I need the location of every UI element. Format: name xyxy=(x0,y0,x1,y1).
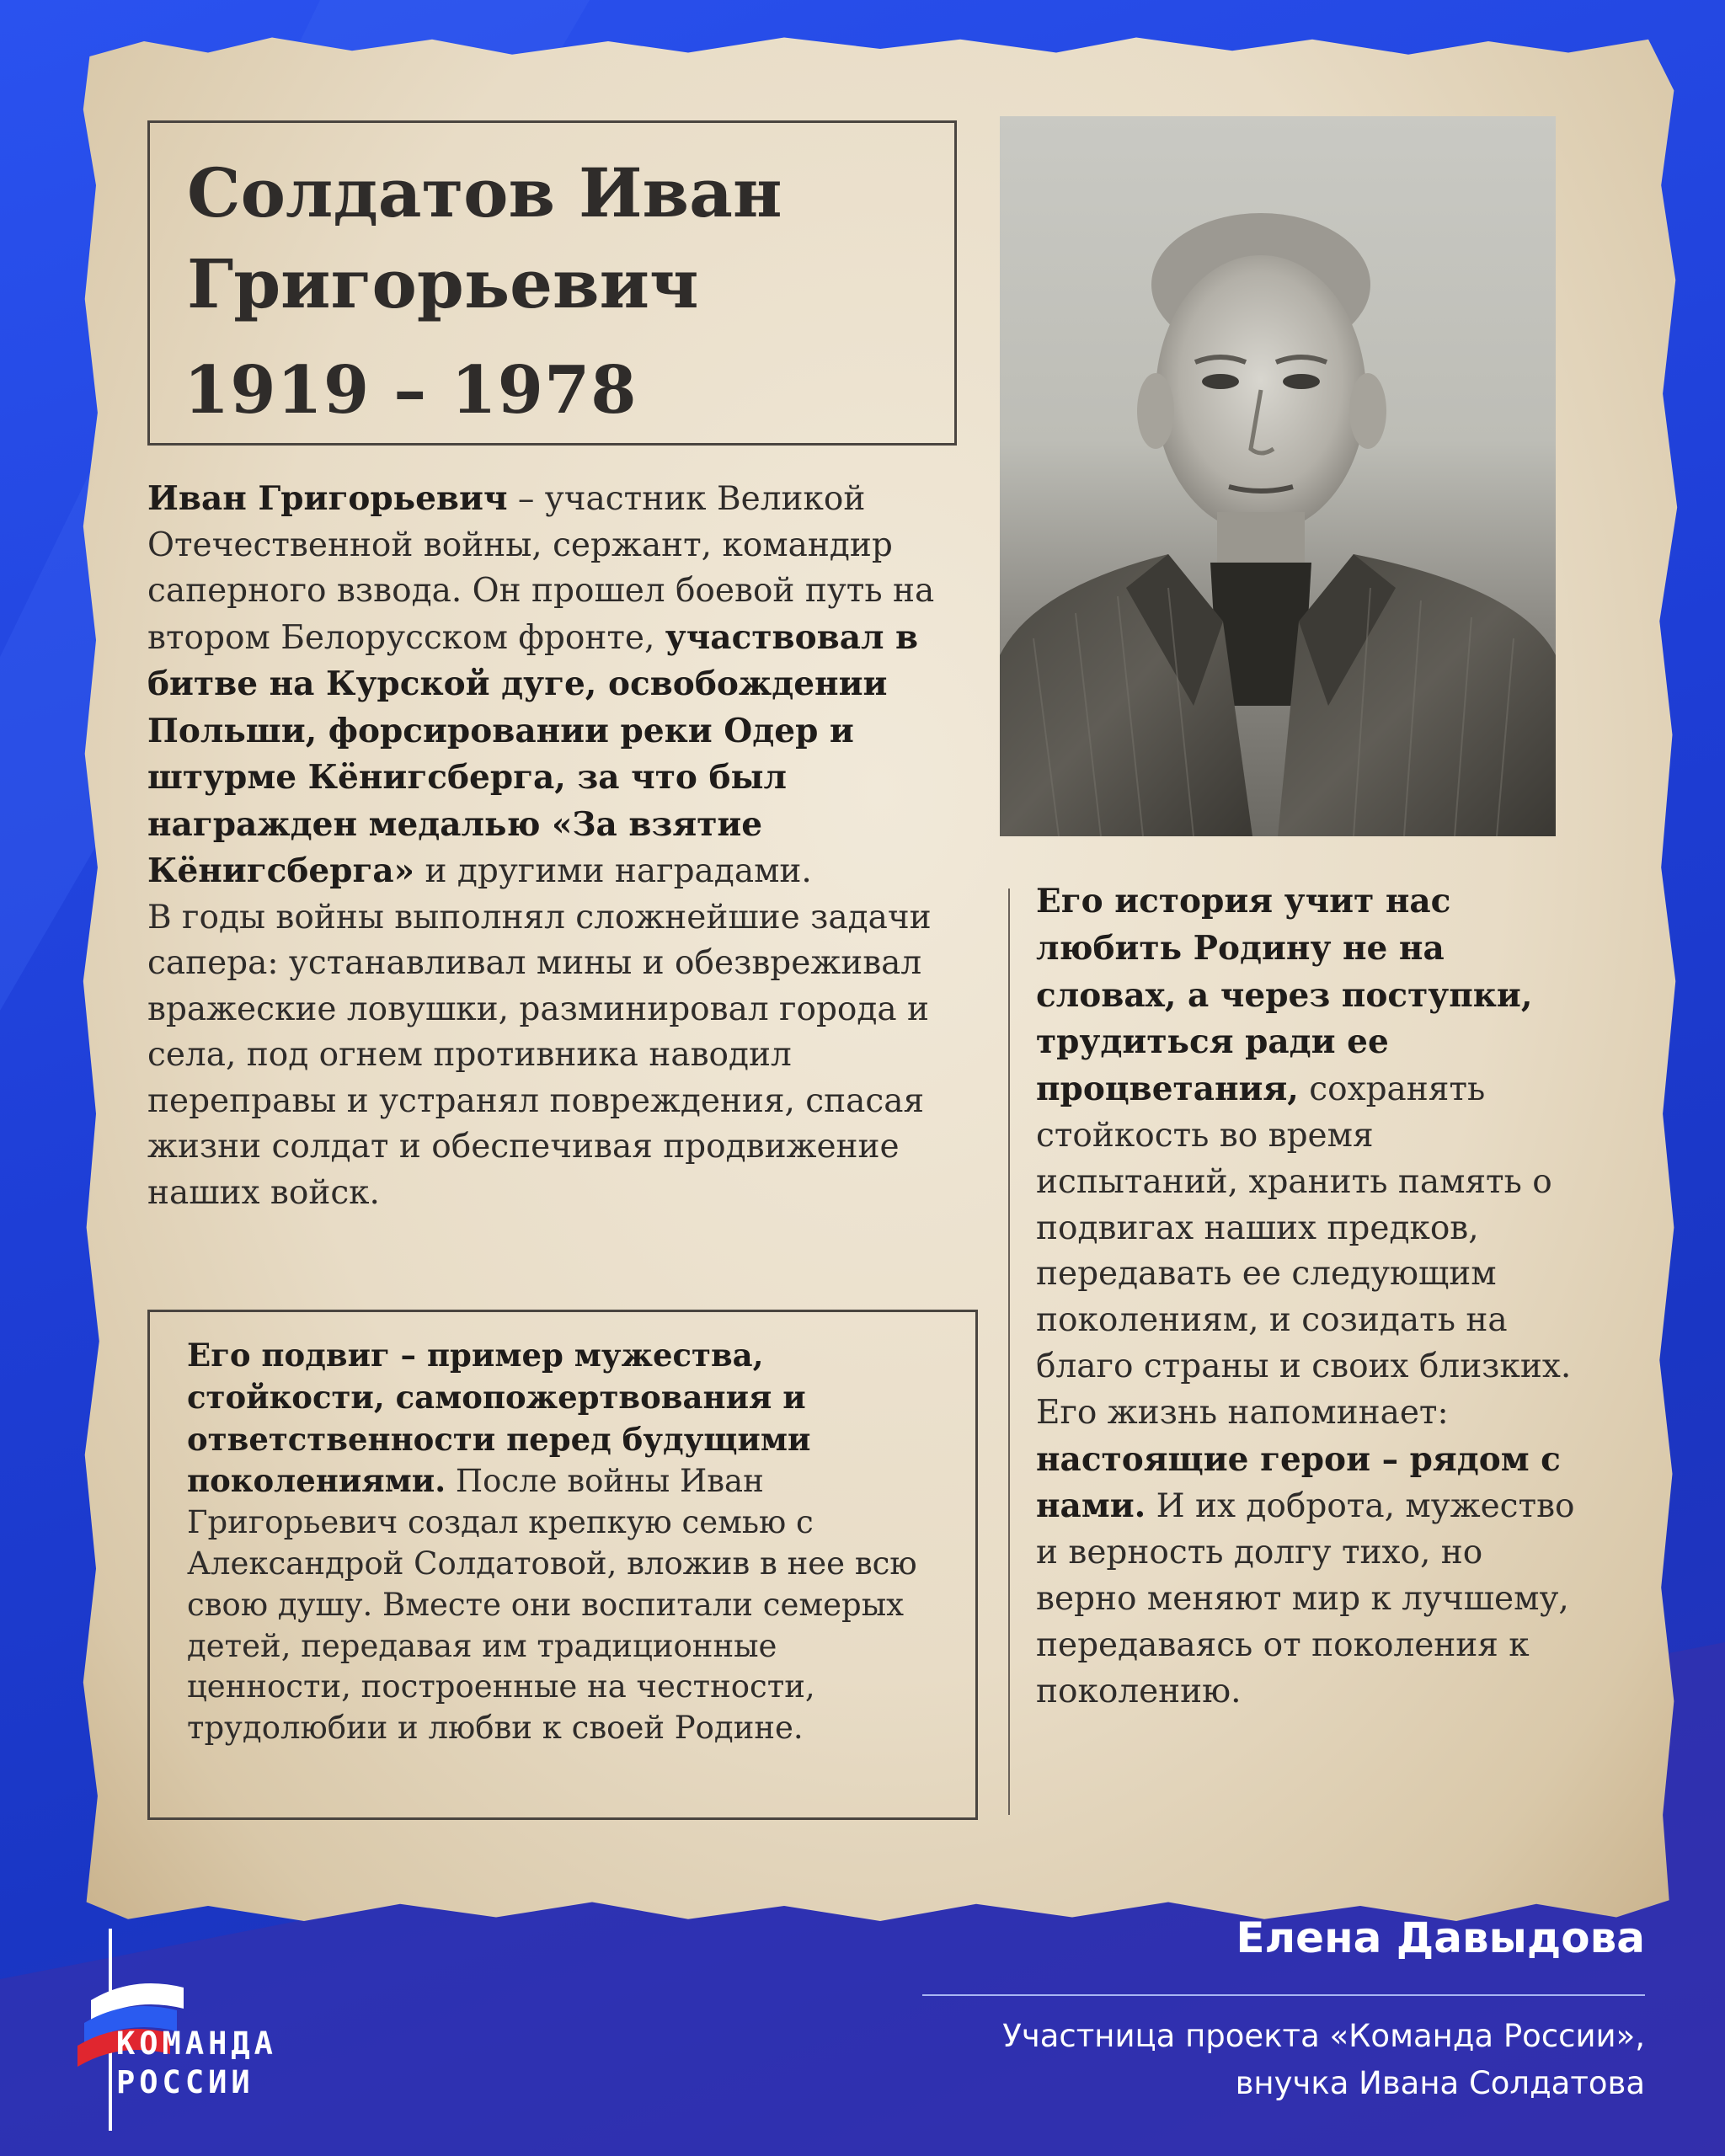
family-text xyxy=(187,1335,945,1749)
logo-wordmark xyxy=(116,2025,277,2102)
column-divider xyxy=(1008,889,1010,1815)
life-years: 1919 – 1978 xyxy=(184,352,638,429)
legacy-text xyxy=(1036,878,1575,1715)
heroes-statement: настоящие герои – рядом с нами. xyxy=(1036,1439,1561,1526)
caption-line-1: Участница проекта «Команда России», xyxy=(1002,2018,1645,2054)
intro-text: – участник Великой Отечественной войны, сержант, командир саперного взвода. Он прошел боевой путь на втором Белорусском фронте, xyxy=(147,480,935,657)
closing-text: И их доброта, мужество и верность долгу тихо, но верно меняют мир к лучшему, передаваясь от поколения к поколению. xyxy=(1036,1487,1575,1710)
author-caption xyxy=(887,2013,1645,2107)
sapper-text: В годы войны выполнял сложнейшие задачи сапера: устанавливал мины и обезвреживал вражеские ловушки, разминировал города и села, под огнем противника наводил переправы и устранял повреждения, спасая жизни солдат и обеспечивая продвижение наших войск. xyxy=(147,898,932,1212)
caption-line-2: внучка Ивана Солдатова xyxy=(1235,2065,1645,2101)
footer-divider xyxy=(922,1994,1645,1996)
logo-line-1: КОМАНДА xyxy=(116,2025,277,2062)
family-story: После войны Иван Григорьевич создал крепкую семью с Александрой Солдатовой, вложив в нее всю свою душу. Вместе они воспитали семерых детей, передавая им традиционные ценности, построенные на честности, трудолюбии и любви к своей Родине. xyxy=(187,1463,917,1747)
portrait-photo xyxy=(1000,116,1556,836)
feat-statement: Его подвиг – пример мужества, стойкости, самопожертвования и ответственности перед будущими поколениями. xyxy=(187,1337,811,1500)
intro-name: Иван Григорьевич xyxy=(147,479,508,518)
biography-text xyxy=(147,476,969,1216)
reminder-text: Его жизнь напоминает: xyxy=(1036,1393,1449,1432)
person-name: Солдатов Иван Григорьевич xyxy=(187,153,782,323)
battles-text: участвовал в битве на Курской дуге, освобождении Польши, форсировании реки Одер и штурме Кёнигсберга, за что был награжден медалью «За взятие Кёнигсберга» xyxy=(147,617,919,890)
logo-line-2: РОССИИ xyxy=(116,2064,254,2100)
portrait-illustration xyxy=(1000,116,1556,836)
awards-text: и другими наградами. xyxy=(414,852,812,890)
lesson-text: сохранять стойкость во время испытаний, хранить память о подвигах наших предков, передавать ее следующим поколениям, и созидать на благо страны и своих близких. xyxy=(1036,1070,1572,1385)
author-name: Елена Давыдова xyxy=(1236,1913,1645,1962)
lesson-statement: Его история учит нас любить Родину не на словах, а через поступки, трудиться ради ее процветания, xyxy=(1036,882,1533,1109)
